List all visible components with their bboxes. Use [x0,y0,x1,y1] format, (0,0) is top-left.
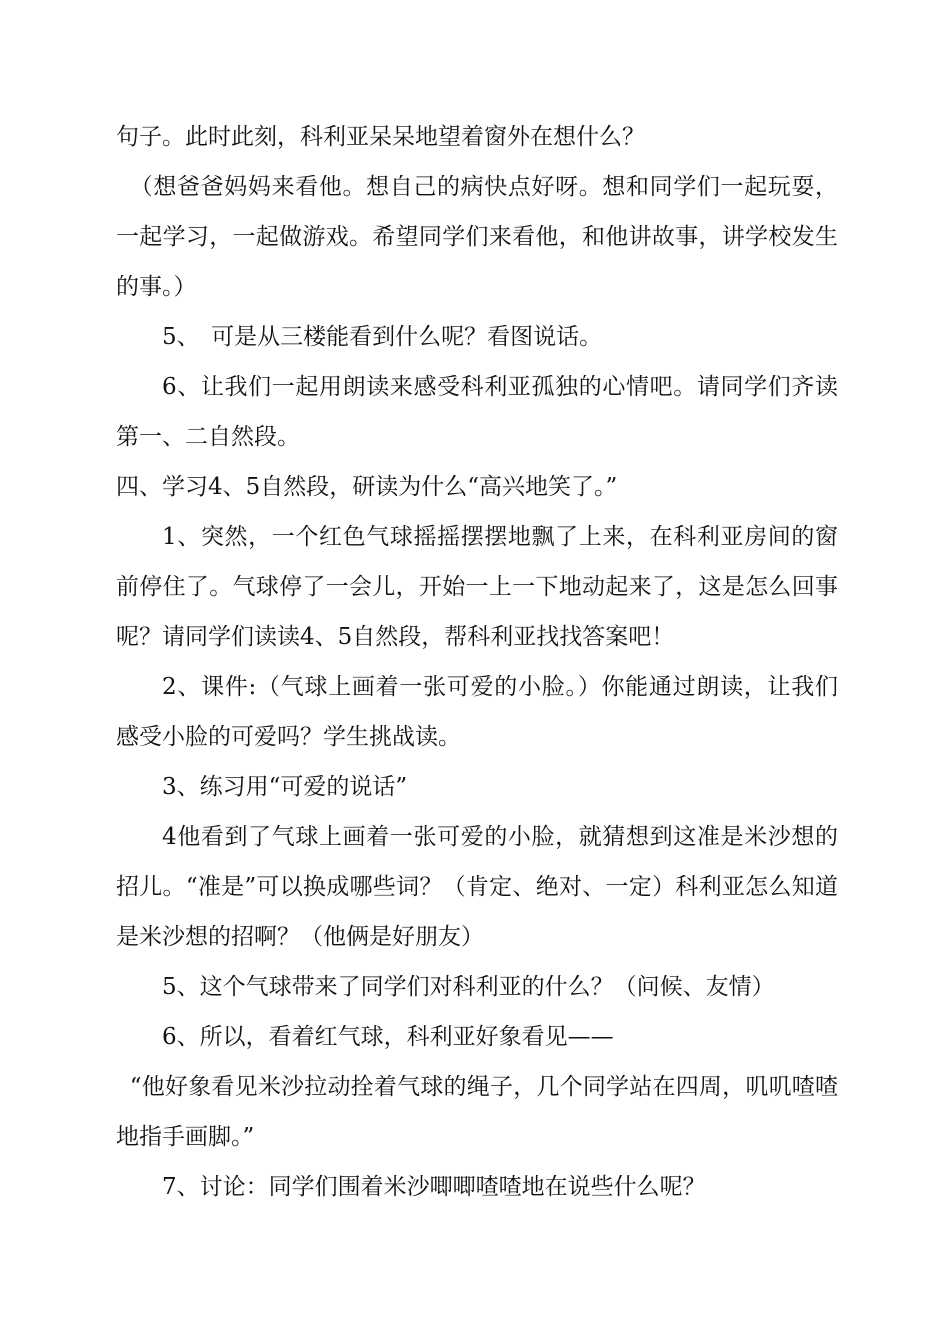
paragraph-item-2: 2、课件:（气球上画着一张可爱的小脸。）你能通过朗读，让我们感受小脸的可爱吗？学生挑战读。 [116,674,838,750]
paragraph-item-1: 1、突然，一个红色气球摇摇摆摆地飘了上来，在科利亚房间的窗前停住了。气球停了一会儿，开始一上一下地动起来了，这是怎么回事呢？请同学们读读4、5自然段，帮科利亚找找答案吧！ [116,524,838,650]
paragraph-item-6: 6、所以，看着红气球，科利亚好象看见—— [162,1024,614,1050]
paragraph-step-6: 6、让我们一起用朗读来感受科利亚孤独的心情吧。请同学们齐读第一、二自然段。 [116,374,838,450]
paragraph-item-5: 5、这个气球带来了同学们对科利亚的什么？（问候、友情） [162,974,775,1000]
paragraph-item-7: 7、讨论：同学们围着米沙唧唧喳喳地在说些什么呢？ [162,1174,706,1200]
paragraph-step-5: 5、 可是从三楼能看到什么呢？看图说话。 [162,324,603,350]
document-body [116,112,838,1212]
paragraph-answer: （想爸爸妈妈来看他。想自己的病快点好呀。想和同学们一起玩耍，一起学习，一起做游戏。希望同学们来看他，和他讲故事，讲学校发生的事。） [116,174,838,300]
paragraph-item-4: 4他看到了气球上画着一张可爱的小脸，就猜想到这准是米沙想的招儿。“准是”可以换成哪些词？（肯定、绝对、一定）科利亚怎么知道是米沙想的招啊？（他俩是好朋友） [116,824,838,950]
section-heading-4: 四、学习4、5自然段，研读为什么“高兴地笑了。” [116,474,618,500]
paragraph-item-3: 3、练习用“可爱的说话” [162,774,408,800]
paragraph-quote: “他好象看见米沙拉动拴着气球的绳子，几个同学站在四周，叽叽喳喳地指手画脚。” [116,1074,838,1150]
paragraph-continuation: 句子。此时此刻，科利亚呆呆地望着窗外在想什么？ [116,124,645,150]
